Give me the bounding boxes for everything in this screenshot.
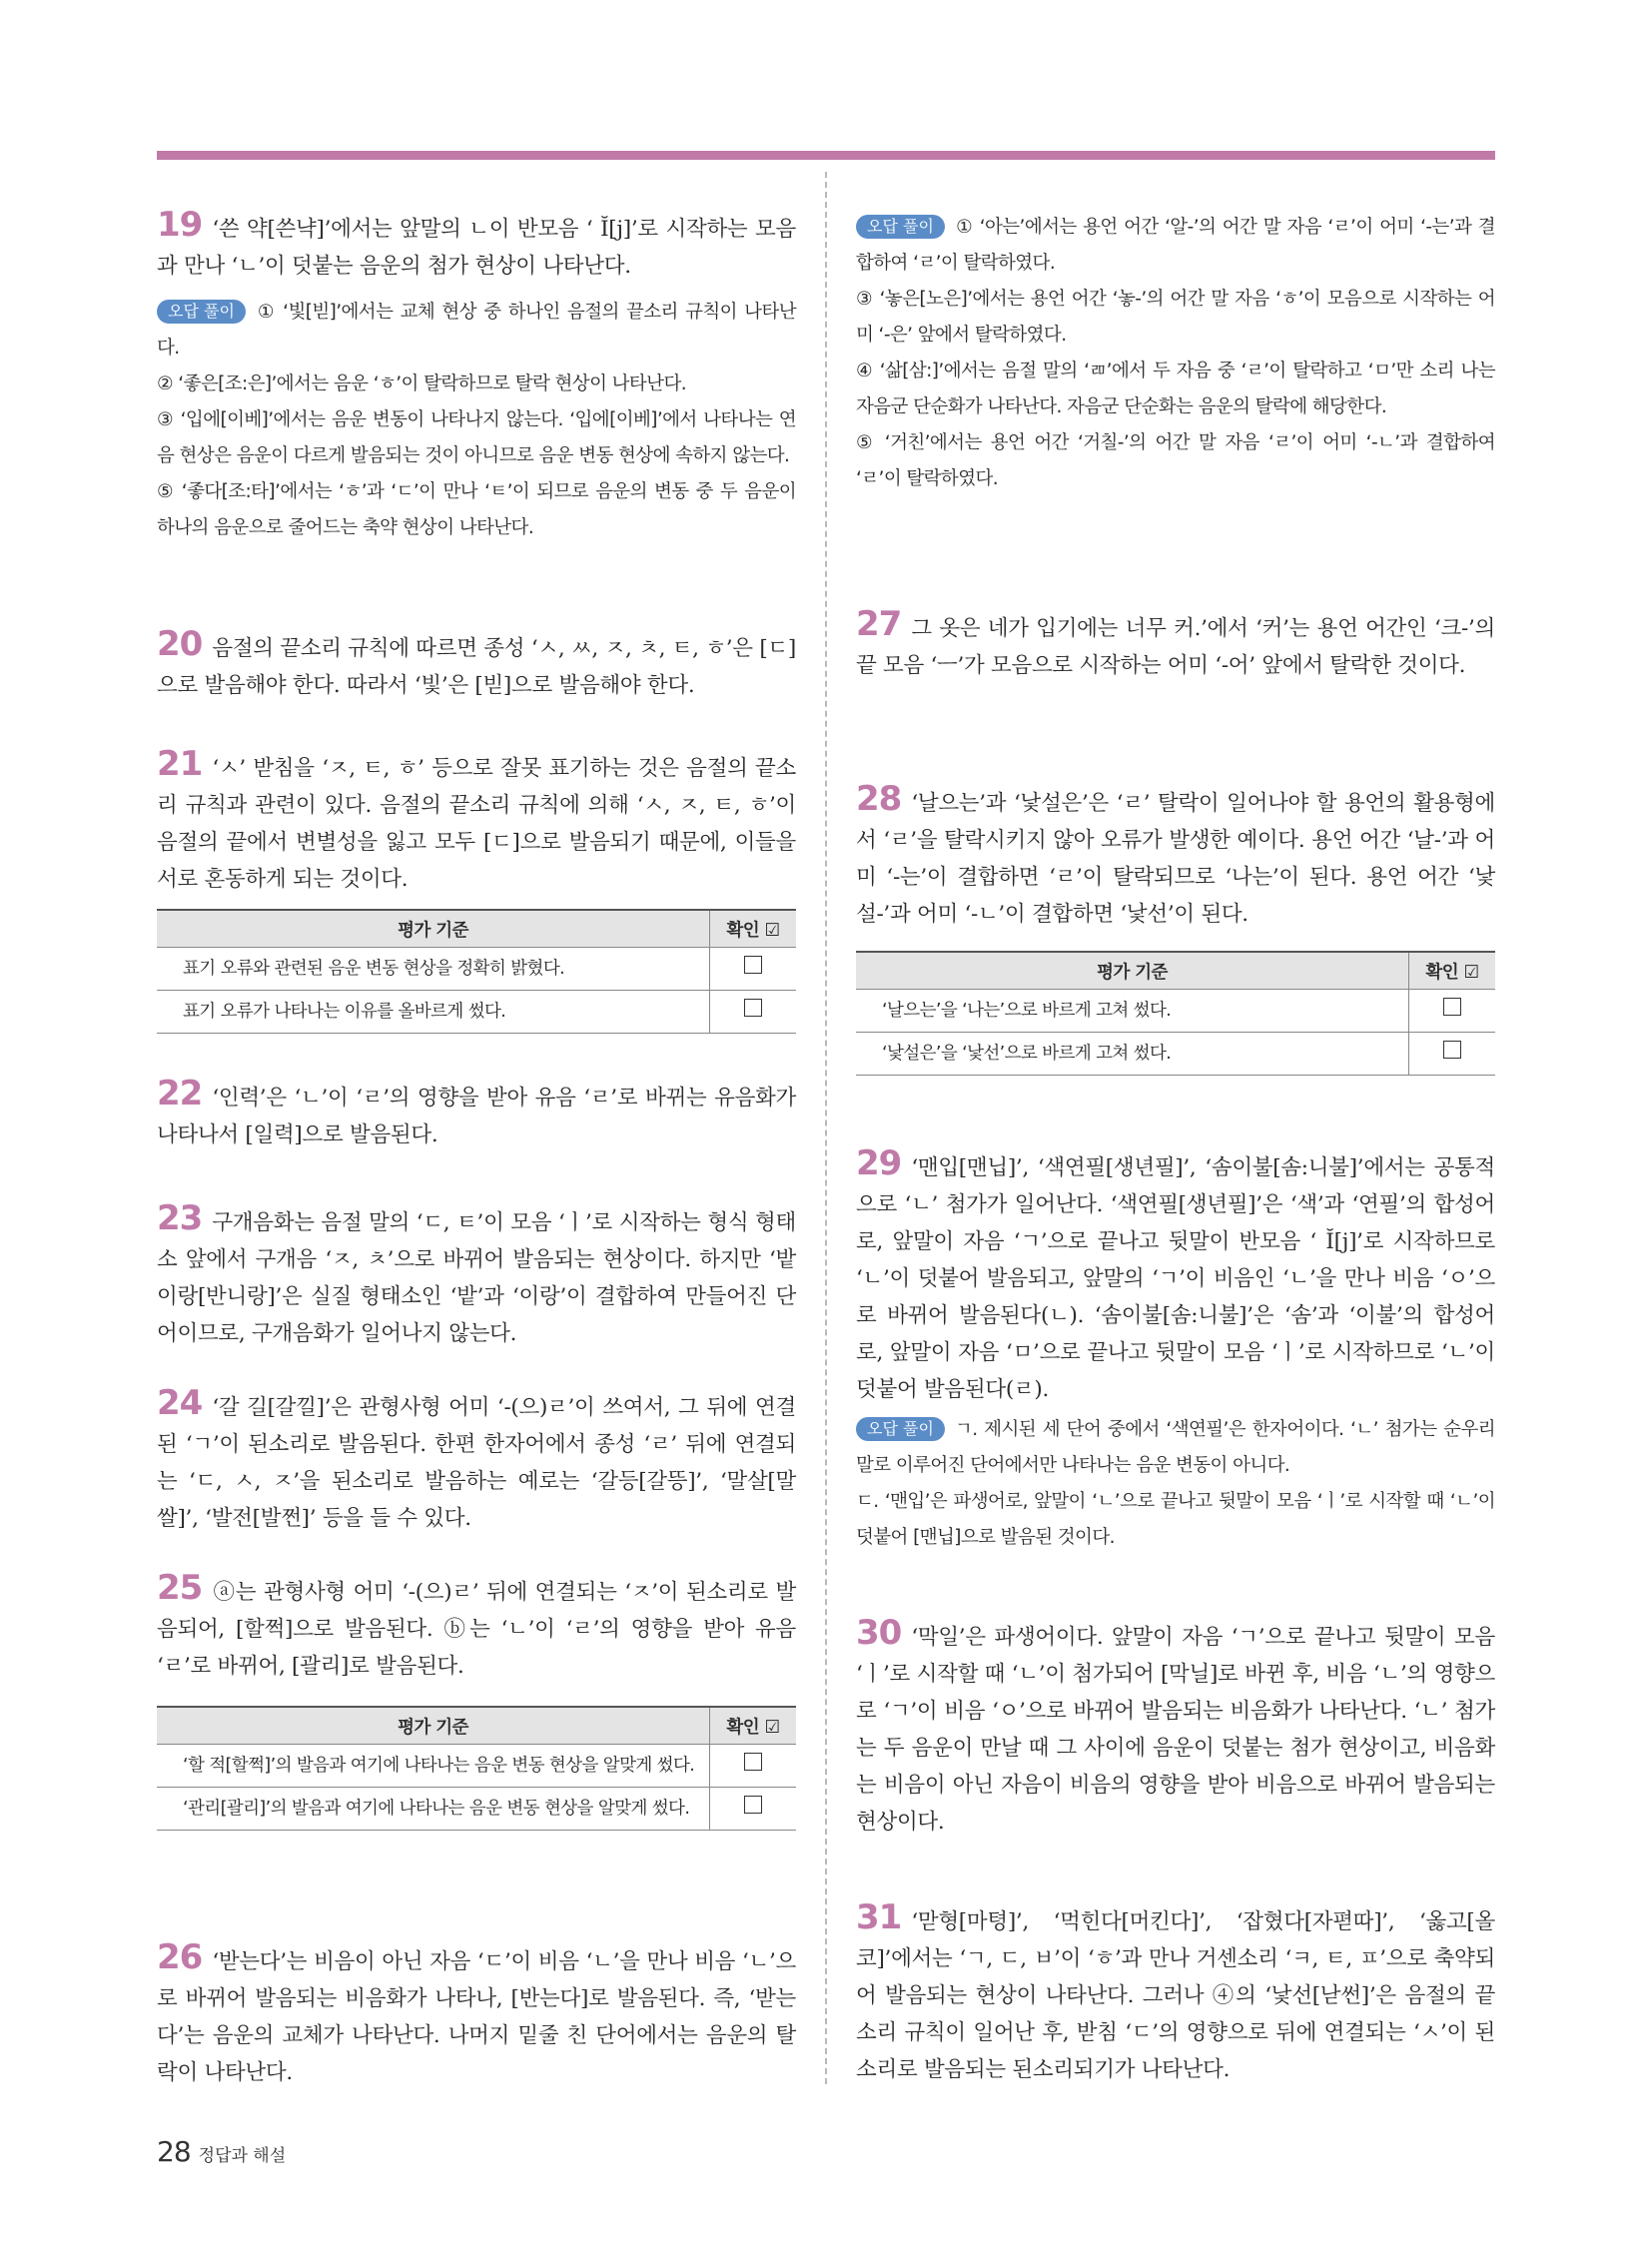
question-number: 30 <box>856 1613 902 1653</box>
answer-28-eval-table <box>856 951 1495 1076</box>
answer-22 <box>157 1074 796 1153</box>
question-number: 31 <box>856 1897 902 1937</box>
checkbox[interactable] <box>744 1796 762 1814</box>
check-header: 확인 ☑ <box>710 1707 797 1745</box>
answer-27-text: 27 그 옷은 네가 입기에는 너무 커.’에서 ‘커’는 용언 어간인 ‘크-’의 끝 모음 ‘ㅡ’가 모음으로 시작하는 어미 ‘-어’ 앞에서 탈락한 것이다. <box>856 604 1495 678</box>
question-number: 20 <box>157 624 203 664</box>
answer-25 <box>157 1568 796 1685</box>
answer-25-text: 25 ⓐ는 관형사형 어미 ‘-(으)ㄹ’ 뒤에 연결되는 ‘ㅈ’이 된소리로 발음되어, [할쩍]으로 발음된다. ⓑ는 ‘ㄴ’이 ‘ㄹ’의 영향을 받아 유음 ‘ㄹ’로 바뀌어, [괄리]로 발음된다. <box>157 1568 796 1679</box>
answer-19-exp-4: ⑤ ‘좋다[조:타]’에서는 ‘ㅎ’과 ‘ㄷ’이 만나 ‘ㅌ’이 되므로 음운의 변동 중 두 음운이 하나의 음운으로 줄어드는 축약 현상이 나타난다. <box>157 481 796 538</box>
wrong-answer-badge: 오답 풀이 <box>856 215 945 239</box>
table-row: ‘낯설은’을 ‘낯선’으로 바르게 고쳐 썼다. <box>856 1033 1495 1076</box>
check-header: 확인 ☑ <box>1409 952 1496 990</box>
answer-23-text: 23 구개음화는 음절 말의 ‘ㄷ, ㅌ’이 모음 ‘ㅣ’로 시작하는 형식 형태소 앞에서 구개음 ‘ㅈ, ㅊ’으로 바뀌어 발음되는 현상이다. 하지만 ‘밭이랑[반니랑]’은 실질 형태소인 ‘밭’과 ‘이랑’이 결합하여 만들어진 단어이므로, 구개음화가 일어나지 않는다. <box>157 1198 796 1346</box>
answer-26-text: 26 ‘받는다’는 비음이 아닌 자음 ‘ㄷ’이 비음 ‘ㄴ’을 만나 비음 ‘ㄴ’으로 바뀌어 발음되는 비음화가 나타나, [반는다]로 발음된다. 즉, ‘받는다’는 음운의 교체가 나타난다. 나머지 밑줄 친 단어에서는 음운의 탈락이 나타난다. <box>157 1937 796 2085</box>
checkbox[interactable] <box>1443 1041 1461 1059</box>
answer-27 <box>856 604 1495 684</box>
criteria-header: 평가 기준 <box>157 910 710 948</box>
answer-19 <box>157 205 796 546</box>
column-divider <box>825 172 827 2084</box>
page-label: 정답과 해설 <box>198 2146 287 2166</box>
answer-20-text: 20 음절의 끝소리 규칙에 따르면 종성 ‘ㅅ, ㅆ, ㅈ, ㅊ, ㅌ, ㅎ’은 [ㄷ]으로 발음해야 한다. 따라서 ‘빛’은 [빋]으로 발음해야 한다. <box>157 624 796 698</box>
answer-24 <box>157 1383 796 1537</box>
criteria-header: 평가 기준 <box>157 1707 710 1745</box>
answer-26-exp-3: ④ ‘삶[삼:]’에서는 음절 말의 ‘ㄻ’에서 두 자음 중 ‘ㄹ’이 탈락하고 ‘ㅁ’만 소리 나는 자음군 단순화가 나타난다. 자음군 단순화는 음운의 탈락에 해당한다. <box>856 361 1495 417</box>
question-number: 28 <box>856 779 902 819</box>
wrong-answer-badge: 오답 풀이 <box>856 1417 945 1441</box>
answer-29-text: 29 ‘맨입[맨닙]’, ‘색연필[생년필]’, ‘솜이불[솜:니불]’에서는 공통적으로 ‘ㄴ’ 첨가가 일어난다. ‘색연필[생년필]’은 ‘색’과 ‘연필’의 합성어로, 앞말이 자음 ‘ㄱ’으로 끝나고 뒷말이 반모음 ‘ Ĭ[j]’로 시작하므로 ‘ㄴ’이 덧붙어 발음되고, 앞말의 ‘ㄱ’이 비음인 ‘ㄴ’을 만나 비음 ‘ㅇ’으로 바뀌어 발음된다(ㄴ). ‘솜이불[솜:니불]’은 ‘솜’과 ‘이불’의 합성어로, 앞말이 자음 ‘ㅁ’으로 끝나고 뒷말이 모음 ‘ㅣ’로 시작하므로 ‘ㄴ’이 덧붙어 발음된다(ㄹ). <box>856 1143 1495 1402</box>
question-number: 22 <box>157 1074 203 1114</box>
table-row: ‘할 적[할쩍]’의 발음과 여기에 나타나는 음운 변동 현상을 알맞게 썼다. <box>157 1745 796 1788</box>
page-number: 28 <box>157 2135 191 2168</box>
answer-19-text: 19 ‘쓴 약[쓴냑]’에서는 앞말의 ㄴ이 반모음 ‘ Ĭ[j]’로 시작하는 모음과 만나 ‘ㄴ’이 덧붙는 음운의 첨가 현상이 나타난다. <box>157 205 796 279</box>
question-number: 26 <box>157 1937 203 1977</box>
answer-24-text: 24 ‘갈 길[갈낄]’은 관형사형 어미 ‘-(으)ㄹ’이 쓰여서, 그 뒤에 연결된 ‘ㄱ’이 된소리로 발음된다. 한편 한자어에서 종성 ‘ㄹ’ 뒤에 연결되는 ‘ㄷ, ㅅ, ㅈ’을 된소리로 발음하는 예로는 ‘갈등[갈뜽]’, ‘말살[말쌀]’, ‘발전[발쩐]’ 등을 들 수 있다. <box>157 1383 796 1531</box>
answer-28 <box>856 779 1495 933</box>
answer-30-text: 30 ‘막일’은 파생어이다. 앞말이 자음 ‘ㄱ’으로 끝나고 뒷말이 모음 ‘ㅣ’로 시작할 때 ‘ㄴ’이 첨가되어 [막닐]로 바뀐 후, 비음 ‘ㄴ’의 영향으로 ‘ㄱ’이 비음 ‘ㅇ’으로 바뀌어 발음되는 비음화가 나타난다. ‘ㄴ’ 첨가는 두 음운이 만날 때 그 사이에 음운이 덧붙는 첨가 현상이고, 비음화는 비음이 아닌 자음이 비음의 영향을 받아 비음으로 바뀌어 발음되는 현상이다. <box>856 1613 1495 1835</box>
table-row: ‘날으는’을 ‘나는’으로 바르게 고쳐 썼다. <box>856 990 1495 1033</box>
question-number: 27 <box>856 604 902 644</box>
answer-31-text: 31 ‘맏형[마텽]’, ‘먹힌다[머킨다]’, ‘잡혔다[자펻따]’, ‘옳고[올코]’에서는 ‘ㄱ, ㄷ, ㅂ’이 ‘ㅎ’과 만나 거센소리 ‘ㅋ, ㅌ, ㅍ’으로 축약되어 발음되는 현상이 나타난다. 그러나 ④의 ‘낯선[낟썬]’은 음절의 끝소리 규칙이 일어난 후, 받침 ‘ㄷ’의 영향으로 뒤에 연결되는 ‘ㅅ’이 된소리로 발음되는 된소리되기가 나타난다. <box>856 1897 1495 2082</box>
answer-26-exp-2: ③ ‘놓은[노은]’에서는 용언 어간 ‘놓-’의 어간 말 자음 ‘ㅎ’이 모음으로 시작하는 어미 ‘-은’ 앞에서 탈락하였다. <box>856 289 1495 346</box>
answer-21-eval-table <box>157 909 796 1034</box>
answer-26-explanation <box>856 210 1495 497</box>
answer-26-exp-4: ⑤ ‘거친’에서는 용언 어간 ‘거칠-’의 어간 말 자음 ‘ㄹ’이 어미 ‘-ㄴ’과 결합하여 ‘ㄹ’이 탈락하였다. <box>856 432 1495 489</box>
question-number: 23 <box>157 1198 203 1238</box>
answer-22-text: 22 ‘인력’은 ‘ㄴ’이 ‘ㄹ’의 영향을 받아 유음 ‘ㄹ’로 바뀌는 유음화가 나타나서 [일력]으로 발음된다. <box>157 1074 796 1147</box>
answer-19-exp-2: ② ‘좋은[조:은]’에서는 음운 ‘ㅎ’이 탈락하므로 탈락 현상이 나타난다. <box>157 374 686 394</box>
answer-19-explanation: 오답 풀이 ① ‘빛[빋]’에서는 교체 현상 중 하나인 음절의 끝소리 규칙이 나타난다. <box>157 302 796 359</box>
checkbox[interactable] <box>744 956 762 974</box>
table-row: ‘관리[괄리]’의 발음과 여기에 나타나는 음운 변동 현상을 알맞게 썼다. <box>157 1788 796 1831</box>
answer-25-eval-table <box>157 1706 796 1831</box>
criteria-header: 평가 기준 <box>856 952 1409 990</box>
question-number: 24 <box>157 1383 203 1423</box>
table-row: 표기 오류가 나타나는 이유를 올바르게 썼다. <box>157 991 796 1034</box>
checkbox[interactable] <box>744 1753 762 1771</box>
answer-21 <box>157 744 796 898</box>
answer-29-explanation: 오답 풀이 ㄱ. 제시된 세 단어 중에서 ‘색연필’은 한자어이다. ‘ㄴ’ 첨가는 순우리말로 이루어진 단어에서만 나타나는 음운 변동이 아니다. <box>856 1419 1495 1476</box>
page-footer <box>157 2135 286 2168</box>
answer-31 <box>856 1897 1495 2088</box>
question-number: 21 <box>157 744 203 784</box>
answer-29-exp-2: ㄷ. ‘맨입’은 파생어로, 앞말이 ‘ㄴ’으로 끝나고 뒷말이 모음 ‘ㅣ’로 시작할 때 ‘ㄴ’이 덧붙어 [맨닙]으로 발음된 것이다. <box>856 1491 1495 1548</box>
question-number: 19 <box>157 205 203 245</box>
answer-28-text: 28 ‘날으는’과 ‘낯설은’은 ‘ㄹ’ 탈락이 일어나야 할 용언의 활용형에서 ‘ㄹ’을 탈락시키지 않아 오류가 발생한 예이다. 용언 어간 ‘날-’과 어미 ‘-는’이 결합하면 ‘ㄹ’이 탈락되므로 ‘나는’이 된다. 용언 어간 ‘낯설-’과 어미 ‘-ㄴ’이 결합하면 ‘낯선’이 된다. <box>856 779 1495 927</box>
answer-29 <box>856 1143 1495 1556</box>
wrong-answer-badge: 오답 풀이 <box>157 300 246 324</box>
answer-19-exp-3: ③ ‘입에[이베]’에서는 음운 변동이 나타나지 않는다. ‘입에[이베]’에서 나타나는 연음 현상은 음운이 다르게 발음되는 것이 아니므로 음운 변동 현상에 속하지 않는다. <box>157 409 796 466</box>
question-number: 25 <box>157 1568 203 1608</box>
answer-23 <box>157 1198 796 1352</box>
answer-21-text: 21 ‘ㅅ’ 받침을 ‘ㅈ, ㅌ, ㅎ’ 등으로 잘못 표기하는 것은 음절의 끝소리 규칙과 관련이 있다. 음절의 끝소리 규칙에 의해 ‘ㅅ, ㅈ, ㅌ, ㅎ’이 음절의 끝에서 변별성을 잃고 모두 [ㄷ]으로 발음되기 때문에, 이들을 서로 혼동하게 되는 것이다. <box>157 744 796 892</box>
check-header: 확인 ☑ <box>710 910 797 948</box>
top-accent-bar <box>157 151 1495 160</box>
answer-30 <box>856 1613 1495 1841</box>
checkbox[interactable] <box>1443 998 1461 1016</box>
table-row: 표기 오류와 관련된 음운 변동 현상을 정확히 밝혔다. <box>157 948 796 991</box>
answer-20 <box>157 624 796 704</box>
answer-26 <box>157 1937 796 2091</box>
answer-26-exp-1: 오답 풀이 ① ‘아는’에서는 용언 어간 ‘알-’의 어간 말 자음 ‘ㄹ’이 어미 ‘-는’과 결합하여 ‘ㄹ’이 탈락하였다. <box>856 217 1495 274</box>
question-number: 29 <box>856 1143 902 1183</box>
checkbox[interactable] <box>744 999 762 1017</box>
